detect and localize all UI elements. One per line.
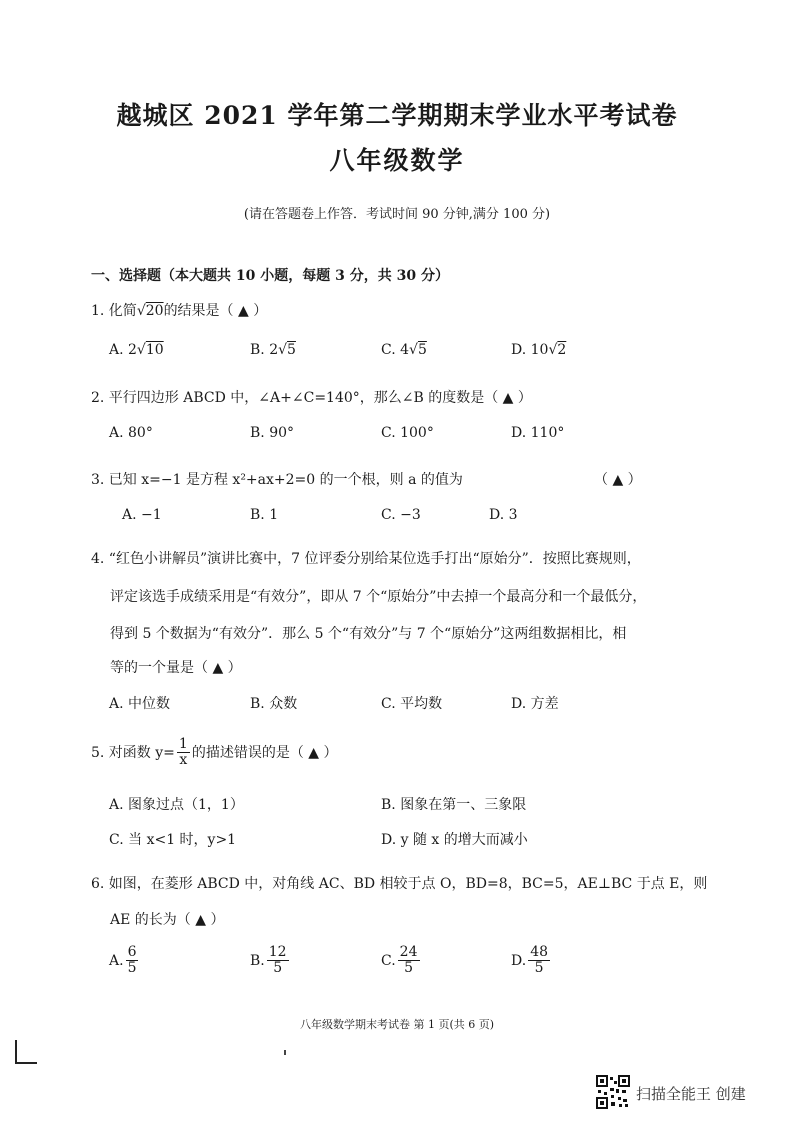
q6-a-fraction [126,945,139,977]
exam-note: (请在答题卷上作答．考试时间 90 分钟,满分 100 分) [243,207,551,222]
q6-d-num: 48 [530,944,549,960]
qr-code-icon [596,1075,630,1109]
q1-a-coef: A. 2 [109,342,137,358]
q6-b-fraction [267,945,289,977]
q5-numerator: 1 [178,736,188,752]
q1-c-coef: C. 4 [381,342,410,358]
q5-denominator: x [179,752,188,769]
q3-option-a: A. −1 [122,507,162,523]
q1-option-c: C. 4√5 [381,342,427,358]
q1-b-coef: B. 2 [250,342,279,358]
q6-c-num: 24 [399,944,418,960]
scan-corner-mark [15,1040,17,1064]
q6-a-num: 6 [127,944,137,960]
question-3-stem: 3. 已知 x=−1 是方程 x²+ax+2=0 的一个根，则 a 的值为 [91,472,463,488]
q5-fraction [177,737,190,769]
q5-option-a: A. 图象过点（1，1） [109,797,244,813]
q6-d-fraction [528,945,550,977]
question-1-stem [91,300,267,320]
q6-d-den: 5 [534,960,544,977]
q1-d-coef: D. 10 [511,342,549,358]
q1-c-rad: 5 [417,342,427,358]
q6-c-label: C. [381,952,396,969]
question-5-stem [91,737,338,769]
question-6-line-1: 6. 如图，在菱形 ABCD 中，对角线 AC、BD 相较于点 O，BD=8，BC=5，AE⊥BC 于点 E，则 [91,876,708,892]
q6-c-den: 5 [404,960,414,977]
exam-title: 越城区 2021 学年第二学期期末学业水平考试卷 [116,101,678,130]
q5-option-c: C. 当 x<1 时，y>1 [109,832,237,848]
q1-post: 的结果是（ ▲ ） [163,303,268,319]
q1-radical: √20 [136,303,164,319]
q4-option-b: B. 众数 [250,696,298,712]
q2-option-b: B. 90° [250,425,295,441]
q6-option-c [381,945,422,977]
q4-option-d: D. 方差 [511,696,559,712]
exam-subtitle: 八年级数学 [329,146,465,175]
q6-option-a [109,945,140,977]
q6-a-den: 5 [127,960,137,977]
q1-d-rad: 2 [557,342,567,358]
question-4-line-2: 评定该选手成绩采用是“有效分”，即从 7 个“原始分”中去掉一个最高分和一个最低分， [110,589,647,605]
q4-option-a: A. 中位数 [109,696,171,712]
q1-b-rad: 5 [287,342,296,358]
page-footer: 八年级数学期末考试卷 第 1 页(共 6 页) [299,1018,495,1031]
q1-a-rad: 10 [145,342,164,358]
question-4-line-3: 得到 5 个数据为“有效分”．那么 5 个“有效分”与 7 个“原始分”这两组数据相比，相 [110,626,627,642]
question-4-line-1: 4. “红色小讲解员”演讲比赛中，7 位评委分别给某位选手打出“原始分”．按照比赛规则， [91,551,641,567]
q3-option-c: C. −3 [381,507,421,523]
q1-option-b: B. 2√5 [250,342,296,358]
q5-post: 的描述错误的是（ ▲ ） [191,744,338,761]
q6-b-num: 12 [268,944,287,960]
q6-d-label: D. [511,952,527,969]
q6-option-b [250,945,291,977]
q6-a-label: A. [109,952,124,969]
section-title: 一、选择题（本大题共 10 小题，每题 3 分，共 30 分） [91,268,449,284]
question-4-line-4: 等的一个量是（ ▲ ） [110,660,242,676]
q2-option-a: A. 80° [109,425,153,441]
question-3-blank: （ ▲ ） [594,472,642,488]
q5-pre: 5. 对函数 y= [91,744,175,761]
question-6-line-2: AE 的长为（ ▲ ） [110,912,225,928]
q2-option-d: D. 110° [511,425,565,441]
q3-option-b: B. 1 [250,507,279,523]
q2-option-c: C. 100° [381,425,434,441]
q6-b-den: 5 [273,960,283,977]
q6-b-label: B. [250,952,265,969]
scanner-watermark: 扫描全能王 创建 [636,1085,746,1103]
q6-c-fraction [398,945,420,977]
scan-speck [284,1050,286,1055]
q5-option-b: B. 图象在第一、三象限 [381,797,527,813]
q1-radicand: 20 [145,303,164,319]
q5-option-d: D. y 随 x 的增大而减小 [381,832,528,848]
question-2-stem: 2. 平行四边形 ABCD 中，∠A+∠C=140°，那么∠B 的度数是（ ▲ ） [91,390,532,406]
q1-option-d: D. 10√2 [511,342,567,358]
q4-option-c: C. 平均数 [381,696,443,712]
q1-option-a: A. 2√10 [109,342,164,358]
scan-corner-mark-base [15,1062,37,1064]
q3-option-d: D. 3 [489,507,518,523]
q6-option-d [511,945,552,977]
q1-pre: 1. 化简 [91,303,137,319]
